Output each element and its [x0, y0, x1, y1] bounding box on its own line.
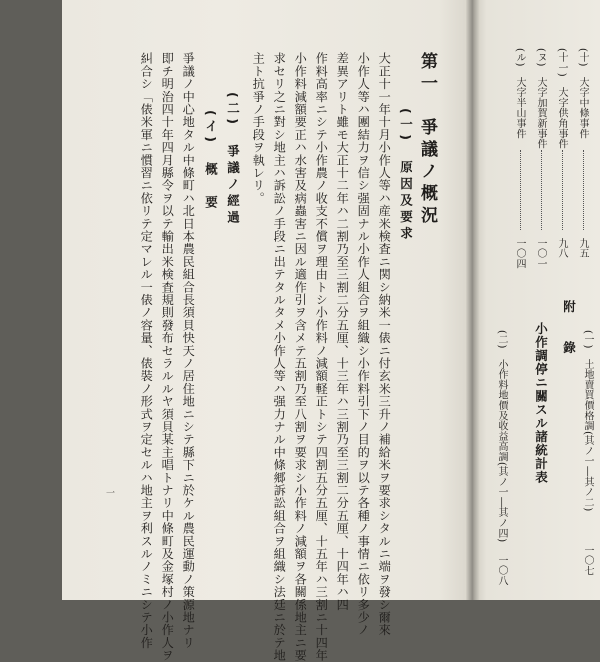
- book-gutter: [466, 0, 480, 600]
- page-number: 一: [104, 488, 114, 498]
- item-title-overview: (イ) 概 要: [203, 110, 219, 212]
- body-column-3: 差異アリト雖モ大正十二年ハ二割乃至三割二分五厘、十三年ハ三割乃至三割二分五厘、十四年ハ四: [335, 52, 350, 611]
- appendix-entry-label: (二) 小作料地價及收益高調(其ノ一―其ノ四): [496, 330, 507, 543]
- appendix-entry-page: 一〇八: [496, 555, 507, 586]
- appendix-title: 小作調停ニ關スル諸統計表: [533, 322, 549, 484]
- appendix-entry-page: 一〇七: [582, 545, 593, 576]
- toc-entry-label: (ル) 大字半山事件: [514, 48, 525, 139]
- toc-entry-label: (十) 大字中條事件: [577, 48, 588, 139]
- body-column-10: 糾合シ「俵米軍ニ慣習ニ依リテ定マレル一俵ノ容量、俵裝ノ形式ヲ定セルハ地主ヲ利スルノミニシテ小作: [139, 52, 154, 649]
- left-page: [62, 0, 472, 600]
- body-column-6: 求セリ之ニ對シ地主ハ訴訟ノ手段ニ出テタルタメ小作人等ハ强力ナル中條郷訴訟組合ヲ組織シ法廷ニ於テ地: [272, 52, 287, 662]
- body-column-2: 小作人等ハ團結力ヲ信シ强固ナル小作人組合ヲ組織シ小作料引下ノ目的ヲ以テ各種ノ事情ニ依リ多少ノ: [356, 52, 371, 637]
- subsection-title-cause: (一) 原因及要求: [398, 108, 414, 243]
- body-column-5: 小作料減額要正ハ水害及病蟲害ニ因ル適作引ヲ含メテ五割乃至八割ヲ要求シ小作料ノ減額ヲ各關係地主ニ要: [293, 52, 308, 662]
- toc-leader: [541, 150, 542, 230]
- toc-entry-label: (十一) 大字供角事件: [556, 48, 567, 150]
- body-column-1: 大正十一年十月小作人等ハ産米検査ニ関シ納米一俵ニ付玄米三升ノ補給米ヲ要求シタルニ端ヲ發シ爾來: [377, 52, 392, 637]
- toc-leader: [562, 150, 563, 230]
- toc-entry-page: 一〇一: [535, 238, 546, 269]
- appendix-heading: 附 錄: [561, 300, 577, 362]
- subsection-title-progress: (二) 爭議ノ經過: [225, 92, 241, 227]
- toc-entry-page: 九八: [556, 238, 567, 259]
- toc-leader: [583, 150, 584, 230]
- body-column-7: 主ト抗爭ノ手段ヲ執レリ。: [251, 52, 266, 205]
- section-title: 第一 爭議ノ概況: [417, 52, 437, 228]
- toc-entry-label: (ヌ) 大字加賀新事件: [535, 48, 546, 150]
- toc-entry-page: 九五: [577, 238, 588, 259]
- toc-entry-page: 一〇四: [514, 238, 525, 269]
- body-column-8: 爭議ノ中心地タル中條町ハ北日本農民組合長須貝快天ノ居住地ニシテ縣下ニ於ケル農民運動ノ策源地ナリ: [181, 52, 196, 649]
- body-column-9: 即チ明治四十年四月縣令ヲ以テ輸出米検査規則發布セラルルヤ須貝某主唱トナリ中條町及金塚村ノ小作人ヲ: [160, 52, 175, 662]
- toc-leader: [520, 150, 521, 230]
- body-column-4: 作料高率ニシテ小作農ノ收支不償ヲ理由トシ小作料ノ減額軽正トシテ四割五分五厘、十五年ハ三割ニ十四年: [314, 52, 329, 662]
- appendix-entry-label: (一) 土地賣買價格調(其ノ一―其ノ二): [582, 330, 593, 512]
